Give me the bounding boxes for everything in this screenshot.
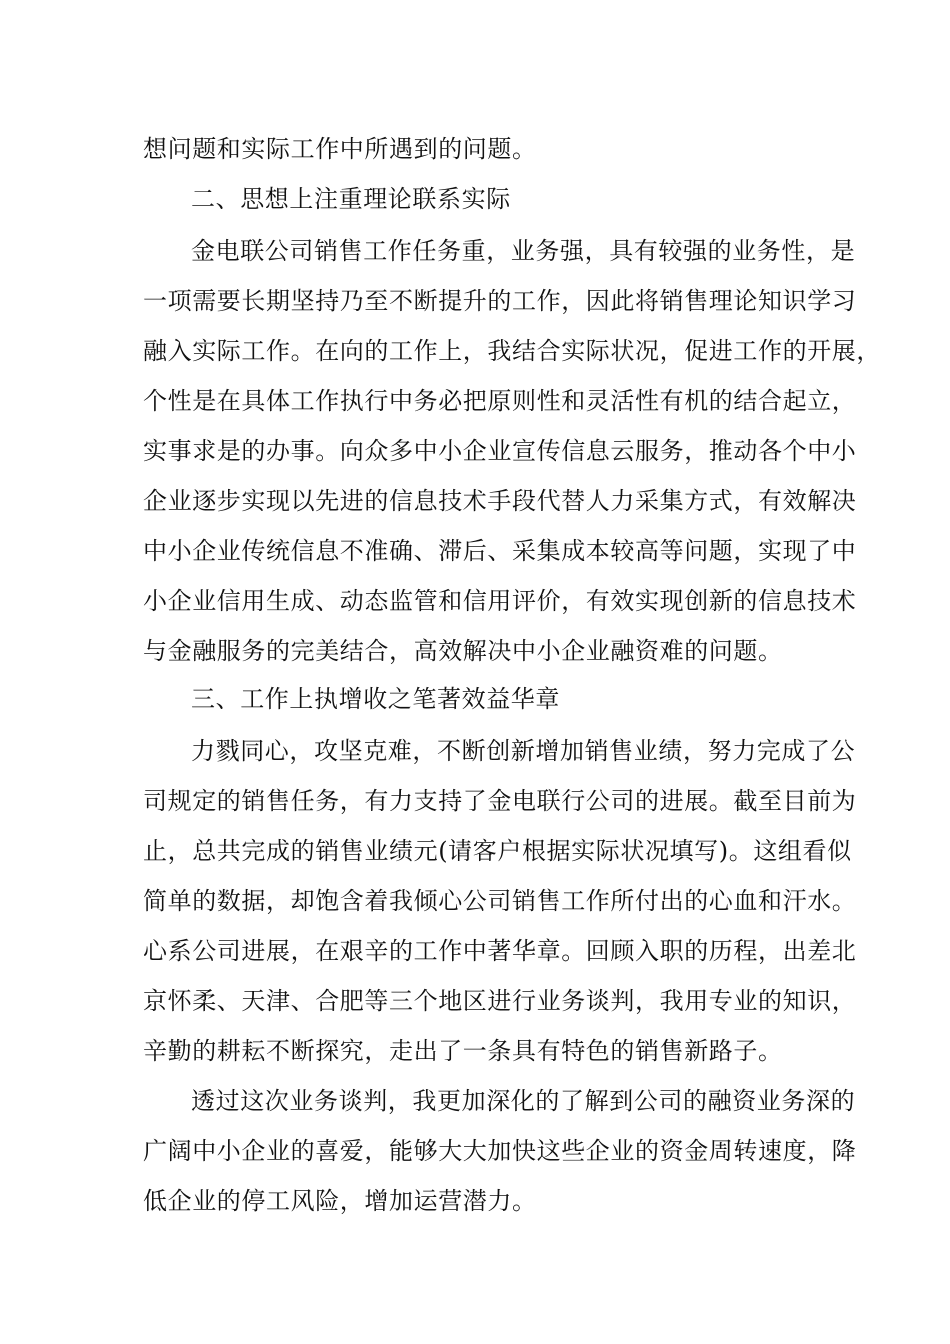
text-line: 个性是在具体工作执行中务必把原则性和灵活性有机的结合起立， xyxy=(143,387,857,415)
section-heading: 三、工作上执增收之笔著效益华章 xyxy=(191,685,560,713)
text-line: 力戮同心，攻坚克难，不断创新增加销售业绩，努力完成了公 xyxy=(191,737,856,765)
section-heading: 二、思想上注重理论联系实际 xyxy=(191,185,511,213)
text-line: 止，总共完成的销售业绩元(请客户根据实际状况填写)。这组看似 xyxy=(143,837,852,865)
text-line: 简单的数据，却饱含着我倾心公司销售工作所付出的心血和汗水。 xyxy=(143,887,857,915)
text-line: 辛勤的耕耘不断探究，走出了一条具有特色的销售新路子。 xyxy=(143,1037,783,1065)
text-line: 一项需要长期坚持乃至不断提升的工作，因此将销售理论知识学习 xyxy=(143,287,857,315)
text-line: 京怀柔、天津、合肥等三个地区进行业务谈判，我用专业的知识， xyxy=(143,987,857,1015)
text-line: 企业逐步实现以先进的信息技术手段代替人力采集方式，有效解决 xyxy=(143,487,857,515)
text-line: 心系公司进展，在艰辛的工作中著华章。回顾入职的历程，出差北 xyxy=(143,937,857,965)
text-line: 小企业信用生成、动态监管和信用评价，有效实现创新的信息技术 xyxy=(143,587,857,615)
text-line: 融入实际工作。在向的工作上，我结合实际状况，促进工作的开展， xyxy=(143,337,881,365)
text-line: 想问题和实际工作中所遇到的问题。 xyxy=(143,135,537,163)
text-line: 金电联公司销售工作任务重，业务强，具有较强的业务性，是 xyxy=(191,237,856,265)
text-line: 实事求是的办事。向众多中小企业宣传信息云服务，推动各个中小 xyxy=(143,437,857,465)
text-line: 司规定的销售任务，有力支持了金电联行公司的进展。截至目前为 xyxy=(143,787,857,815)
text-line: 透过这次业务谈判，我更加深化的了解到公司的融资业务深的 xyxy=(191,1087,856,1115)
text-line: 中小企业传统信息不准确、滞后、采集成本较高等问题，实现了中 xyxy=(143,537,857,565)
text-line: 低企业的停工风险，增加运营潜力。 xyxy=(143,1187,537,1215)
text-line: 与金融服务的完美结合，高效解决中小企业融资难的问题。 xyxy=(143,637,783,665)
text-line: 广阔中小企业的喜爱，能够大大加快这些企业的资金周转速度，降 xyxy=(143,1137,857,1165)
